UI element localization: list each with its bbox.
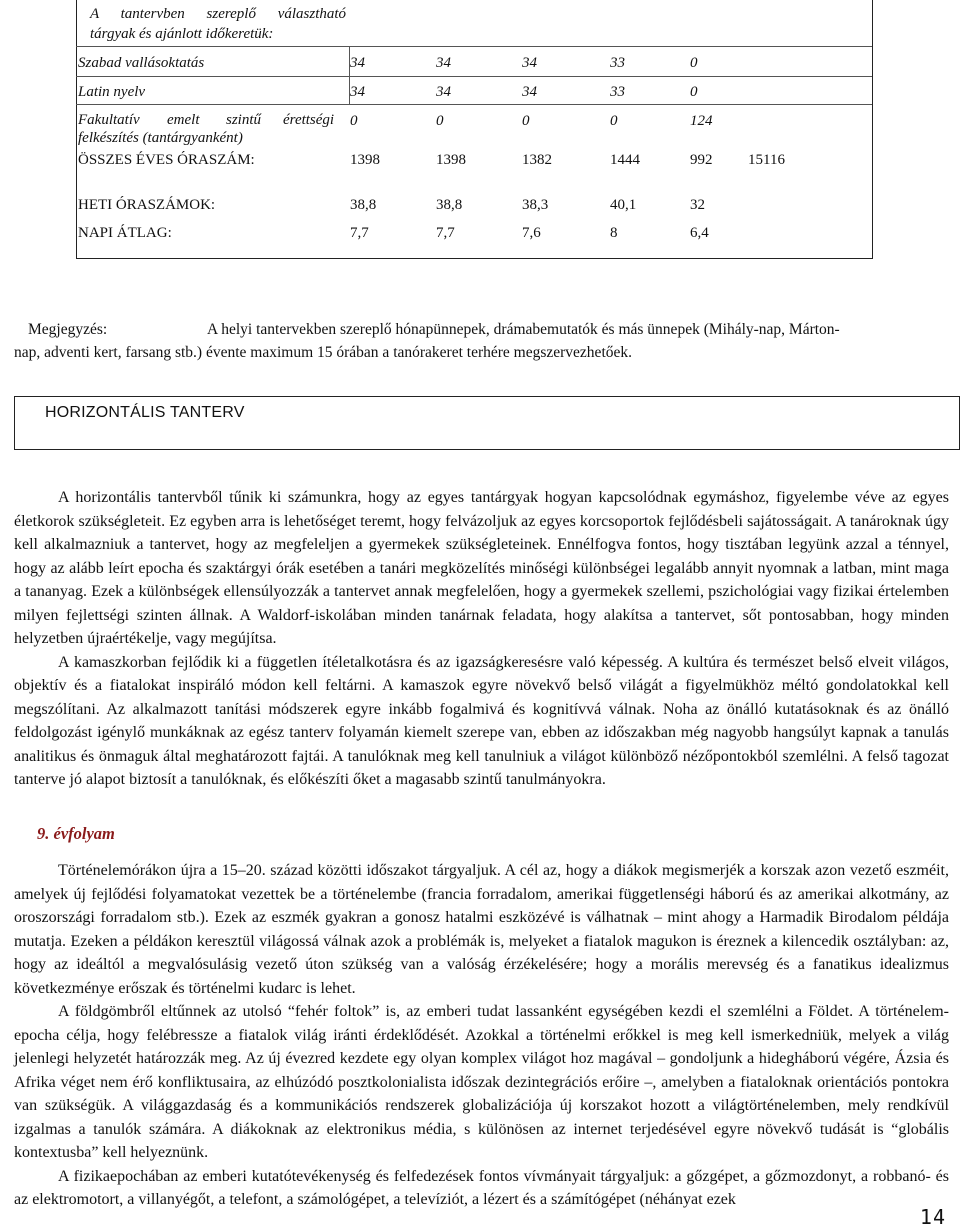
table-cell: 7,7	[436, 225, 455, 241]
table-cell: 15116	[748, 152, 785, 168]
table-row	[78, 150, 868, 170]
table-cell: 7,6	[522, 225, 541, 241]
fak-word: szintű	[226, 112, 262, 128]
table-cell: 992	[690, 152, 713, 168]
grade-heading: 9. évfolyam	[37, 824, 115, 843]
table-cell: 1382	[522, 152, 552, 168]
paragraph: A kamaszkorban fejlődik ki a független ítéletalkotásra és az igazságkeresésre való képesség. A kultúra és természet belső elveit világos, objektív és a fiatalokat inspiráló módon kell feltárni. A kamaszok egyre növekvő belső világát a figyelmükhöz méltó gondolatokkal kell megszólítani. Az alkalmazott tanítási módszerek egyre inkább fogalmivá és kognitívvá válnak. Noha az önálló kutatásoknak és az önálló feldolgozást igénylő munkáknak az egész tanterv folyamán kiemelt szerepe van, ebben az időszakban még nagyobb hangsúlyt kapnak a tanulás analitikus és önmaguk által meghatározott fajtái. A tanulóknak meg kell tanulniuk a világot különböző nézőpontokból szemlélni. A felső tagozat tanterve jó alapot biztosít a tanulóknak, és előkészíti őket a magasabb szintű tanulmányokra.	[14, 653, 949, 788]
table-cell: 33	[610, 55, 625, 71]
table-cell: 34	[350, 84, 365, 100]
table-cell: 38,3	[522, 197, 549, 213]
table-cell: 33	[610, 84, 625, 100]
table-cell: 34	[350, 55, 365, 71]
table-cell: 0	[690, 84, 698, 100]
table-header-line2: tárgyak és ajánlott időkeretük:	[90, 26, 274, 42]
table-header	[90, 4, 346, 44]
table-cell: 38,8	[350, 197, 377, 213]
table-cell: 0	[522, 113, 530, 129]
table-cell: 1398	[436, 152, 466, 168]
table-cell: 0	[610, 113, 618, 129]
table-cell: 7,7	[350, 225, 369, 241]
table-cell: 0	[436, 113, 444, 129]
fak-word: emelt	[167, 112, 200, 128]
paragraph: A földgömbről eltűnnek az utolsó “fehér foltok” is, az emberi tudat lassanként egységében kezdi el szemlélni a Földet. A történelem-epocha célja, hogy felébressze a fiatalok világ iránti érdeklődését. Azokkal a történelmi erőkkel is meg kell ismerkedniük, melyek a világ jelenlegi helyzetét határozzák meg. Az új évezred kezdete egy olyan komplex világot hoz magával – gondoljunk a hidegháború végére, Ázsia és Afrika véget nem érő konfliktusaira, az elhúzódó posztkolonialista időszak dezintegrációs erőire –, amelyben a fiataloknak orientációs pontokra van szükségük. A világgazdaság és a kommunikációs rendszerek globalizációja új korszakot hozott a világtörténelemben, mely rendkívül izgalmas a tanulók számára. A diákoknak az elektronikus média, s különösen az internet terjedésével egyre növekvő tudását is “globális kontextusba” kell helyeznünk.	[14, 1003, 949, 1161]
paragraph: A fizikaepochában az emberi kutatótevékenység és felfedezések fontos vívmányait tárgyaljuk: a gőzgépet, a gőzmozdonyt, a robbanó- és az elektromotort, a villanyégőt, a telefont, a számológépet, a televíziót, a lézert és a számítógépet (néhányat ezek	[14, 1167, 949, 1208]
note-label: Megjegyzés:	[28, 321, 108, 338]
table-cell: 0	[350, 113, 358, 129]
table-divider	[76, 46, 872, 47]
fakultativ-line2: felkészítés (tantárgyanként)	[78, 130, 243, 146]
table-row	[78, 223, 868, 243]
body-text-b	[14, 859, 949, 1212]
table-cell: 1398	[350, 152, 380, 168]
note-line1: A helyi tantervekben szereplő hónapünnepek, drámabemutatók és más ünnepek (Mihály-nap, Márton-	[207, 321, 840, 338]
page-number: 14	[919, 1205, 946, 1229]
section-title-box	[14, 396, 960, 450]
table-cell: 0	[690, 55, 698, 71]
table-cell: 32	[690, 197, 705, 213]
table-row	[78, 82, 868, 102]
table-row	[78, 53, 868, 73]
table-row-label: HETI ÓRASZÁMOK:	[78, 197, 216, 213]
section-title: HORIZONTÁLIS TANTERV	[45, 404, 245, 421]
table-cell: 34	[436, 55, 451, 71]
fak-word: érettségi	[283, 112, 335, 128]
table-cell: 6,4	[690, 225, 709, 241]
table-cell: 34	[522, 55, 537, 71]
table-cell: 34	[522, 84, 537, 100]
paragraph: Történelemórákon újra a 15–20. század közötti időszakot tárgyaljuk. A cél az, hogy a diákok megismerjék a korszak azon vezető eszméit, amelyek új fejlődési folyamatokat vezettek be a történelembe (francia forradalom, amerikai függetlenségi háború és az amerikai alkotmány, az oroszországi forradalom stb.). Ezek az eszmék gyakran a gonosz hatalmi eszközévé is válhatnak – mint ahogy a Harmadik Birodalom példája mutatja. Ezeken a példákon keresztül világossá válnak azok a problémák is, melyeket a fiatalok magukon is éreznek a kilencedik osztályban: az, hogy az ideáltól a megvalósulásig vezető úton szükség van a valóság érzékelésére; hogy a morális merevség és a fanatikus idealizmus következménye erőszak és történelmi kudarc is lehet.	[14, 862, 949, 997]
table-row	[78, 195, 868, 215]
table-row-label: ÖSSZES ÉVES ÓRASZÁM:	[78, 152, 255, 168]
table-row-label: Szabad vallásoktatás	[78, 55, 205, 71]
note-line2: nap, adventi kert, farsang stb.) évente maximum 15 órában a tanórakeret terhére megszervezhetőek.	[14, 344, 633, 361]
table-cell: 8	[610, 225, 618, 241]
fakultativ-line1	[78, 111, 334, 129]
fak-word: Fakultatív	[78, 112, 140, 128]
body-text-a	[14, 486, 949, 792]
table-header-line1: A tantervben szereplő választható	[90, 6, 347, 22]
fakultativ-label	[78, 111, 334, 147]
table-cell: 38,8	[436, 197, 463, 213]
table-cell: 124	[690, 113, 713, 129]
table-row-label: Latin nyelv	[78, 84, 146, 100]
table-row-label: NAPI ÁTLAG:	[78, 225, 172, 241]
table-divider	[76, 104, 872, 105]
table-divider	[76, 76, 872, 77]
table-cell: 34	[436, 84, 451, 100]
paragraph: A horizontális tantervből tűnik ki számunkra, hogy az egyes tantárgyak hogyan kapcsolódnak egymáshoz, figyelembe véve az egyes életkorok szükségleteit. Ez egyben arra is lehetőséget teremt, hogy felvázoljuk az egyes korcsoportok fejlődésbeli sajátosságait. A tanároknak úgy kell alkalmazniuk a tantervet, hogy az megfeleljen a gyermekek szükségleteinek. Ennélfogva fontos, hogy tisztában legyünk azzal a ténnyel, hogy az alább leírt epocha és szaktárgyi órák esetében a tanári megközelítés minőségi különbségei legalább annyit nyomnak a latban, mint maga a tananyag. Ezek a különbségek ellensúlyozzák a tantervet annak megfelelően, hogy a gyermekek szellemi, pszichológiai vagy fizikai értelemben milyen fejlettségi szinten állnak. A Waldorf-iskolában minden tanárnak feladata, hogy alakítsa a tantervet, sőt pontosabban, hogy minden helyzetben újraértékelje, vagy megújítsa.	[14, 489, 949, 647]
table-cell: 40,1	[610, 197, 637, 213]
table-cell: 1444	[610, 152, 640, 168]
